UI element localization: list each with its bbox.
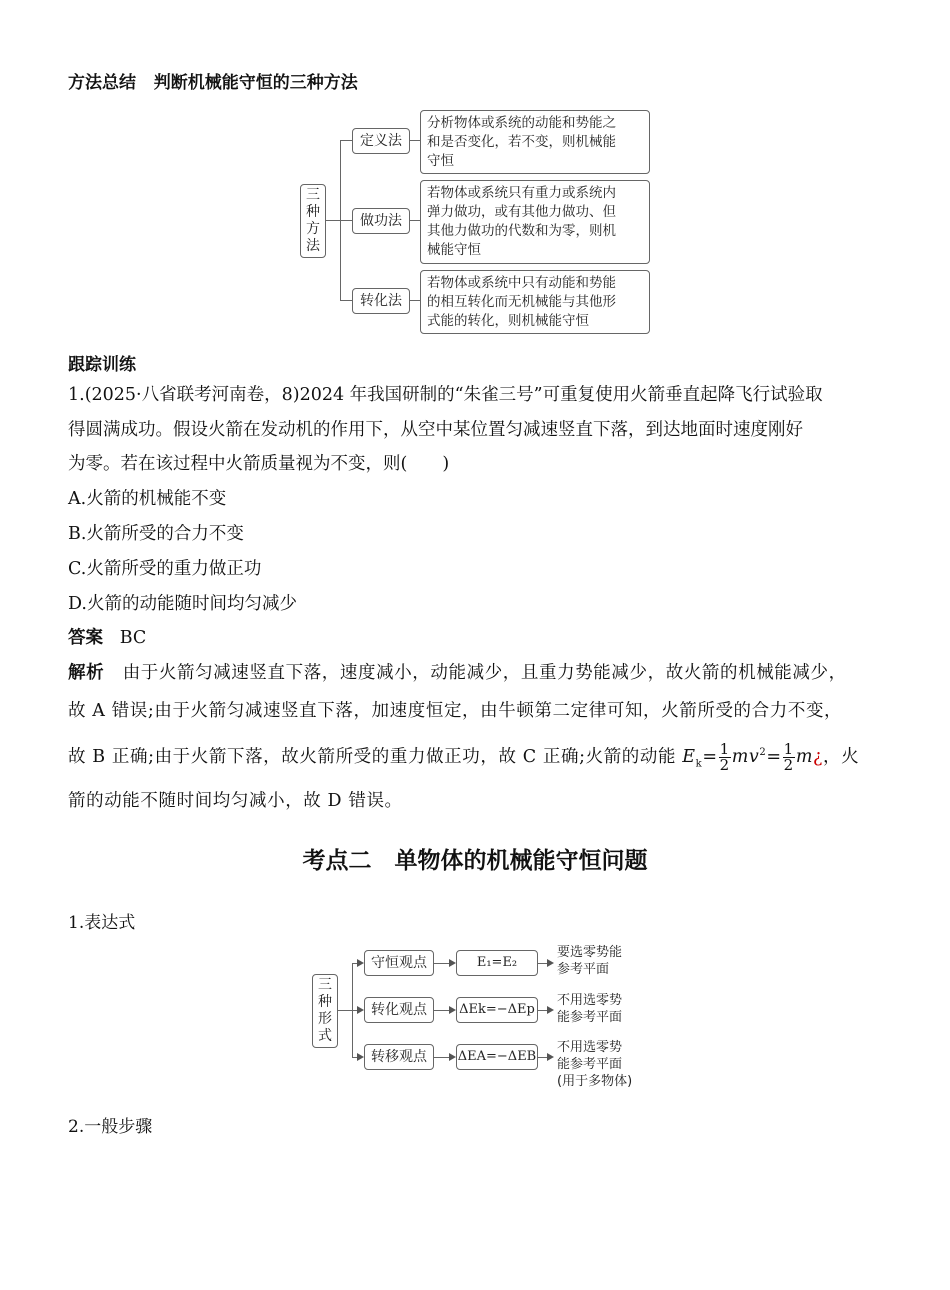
analysis-text: 由于火箭匀减速竖直下落，速度减小，动能减少，且重力势能减少，故火箭的机械能减少， xyxy=(122,663,847,683)
heading-text: 判断机械能守恒的三种方法 xyxy=(153,73,358,93)
formula-eq: = xyxy=(702,746,718,767)
connector xyxy=(410,140,420,141)
formula-m: m xyxy=(795,746,814,767)
note-conservation xyxy=(557,944,622,978)
arrow-icon xyxy=(547,1053,554,1061)
frac-num: 1 xyxy=(783,739,794,758)
desc-line: 若物体或系统只有重力或系统内 xyxy=(427,185,616,201)
connector xyxy=(434,1057,450,1058)
formula-text: E₁=E₂ xyxy=(476,955,518,970)
note-transfer xyxy=(557,1039,632,1090)
view-name: 守恒观点 xyxy=(371,955,427,971)
desc-box-definition xyxy=(420,110,650,174)
desc-line: 械能守恒 xyxy=(427,242,481,258)
note-line: (用于多物体) xyxy=(557,1074,633,1089)
formula-garbled: ¿ xyxy=(813,746,823,767)
fraction xyxy=(783,739,795,774)
desc-box-work xyxy=(420,180,650,264)
arrow-icon xyxy=(449,1053,456,1061)
desc-line: 式能的转化，则机械能守恒 xyxy=(427,313,589,329)
desc-line: 若物体或系统中只有动能和势能 xyxy=(427,275,616,291)
formula-text: ΔEk=−ΔEp xyxy=(459,1002,535,1017)
connector xyxy=(340,220,352,221)
method-name: 定义法 xyxy=(360,133,402,149)
formula-text: ΔEA=−ΔEB xyxy=(457,1049,537,1064)
formula-k: k xyxy=(695,758,703,770)
arrow-icon xyxy=(449,959,456,967)
note-line: 参考平面 xyxy=(557,962,610,977)
method-summary-heading xyxy=(68,68,358,93)
heading-label: 方法总结 xyxy=(68,73,136,93)
view-box-conservation xyxy=(364,950,434,976)
formula-eq: = xyxy=(766,746,782,767)
subheading-expression: 1.表达式 xyxy=(68,913,136,933)
note-line: 要选零势能 xyxy=(557,945,623,960)
three-forms-diagram xyxy=(312,940,652,1100)
formula-e: E xyxy=(682,746,696,767)
note-line: 不用选零势 xyxy=(557,1040,623,1055)
connector xyxy=(338,1010,352,1011)
note-conversion xyxy=(557,992,622,1026)
question-line: 得圆满成功。假设火箭在发动机的作用下，从空中某位置匀减速竖直下落，到达地面时速度刚好 xyxy=(68,420,803,440)
arrow-icon xyxy=(357,959,364,967)
analysis-line: 箭的动能不随时间均匀减小，故 D 错误。 xyxy=(68,791,403,811)
desc-line: 的相互转化而无机械能与其他形 xyxy=(427,294,616,310)
root-label: 三种形式 xyxy=(318,977,332,1044)
view-box-transfer xyxy=(364,1044,434,1070)
arrow-icon xyxy=(357,1006,364,1014)
arrow-icon xyxy=(547,959,554,967)
analysis-label: 解析 xyxy=(68,663,105,683)
option-c: C.火箭所受的重力做正功 xyxy=(68,559,262,579)
arrow-icon xyxy=(547,1006,554,1014)
arrow-icon xyxy=(357,1053,364,1061)
question-line: 1.(2025·八省联考河南卷，8)2024 年我国研制的“朱雀三号”可重复使用火箭垂直起降飞行试验取 xyxy=(68,385,823,405)
note-line: 不用选零势 xyxy=(557,993,623,1008)
note-line: 能参考平面 xyxy=(557,1057,623,1072)
analysis-line xyxy=(68,733,859,773)
frac-num: 1 xyxy=(719,739,730,758)
desc-box-conversion xyxy=(420,270,650,334)
method-name: 做功法 xyxy=(360,213,402,229)
option-a: A.火箭的机械能不变 xyxy=(68,489,227,509)
subheading-steps: 2.一般步骤 xyxy=(68,1117,153,1137)
question-line: 为零。若在该过程中火箭质量视为不变，则( ) xyxy=(68,454,450,474)
view-name: 转化观点 xyxy=(371,1002,427,1018)
formula-box-conversion xyxy=(456,997,538,1023)
method-box-definition xyxy=(352,128,410,154)
method-box-work xyxy=(352,208,410,234)
analysis-line xyxy=(68,659,847,684)
formula-sq: 2 xyxy=(759,747,767,758)
formula-box-transfer xyxy=(456,1044,538,1070)
desc-line: 和是否变化，若不变，则机械能 xyxy=(427,134,616,150)
connector xyxy=(340,140,352,141)
analysis-line: 故 A 错误;由于火箭匀减速竖直下落，加速度恒定，由牛顿第二定律可知，火箭所受的合力不变， xyxy=(68,701,843,721)
connector xyxy=(410,300,420,301)
fraction xyxy=(719,739,731,774)
connector xyxy=(434,1010,450,1011)
method-box-conversion xyxy=(352,288,410,314)
desc-line: 守恒 xyxy=(427,153,454,169)
arrow-icon xyxy=(449,1006,456,1014)
connector xyxy=(326,220,340,221)
view-name: 转移观点 xyxy=(371,1049,427,1065)
method-name: 转化法 xyxy=(360,293,402,309)
view-box-conversion xyxy=(364,997,434,1023)
root-label: 三种方法 xyxy=(306,187,320,254)
answer-label: 答案 xyxy=(68,628,103,648)
desc-line: 弹力做功，或有其他力做功、但 xyxy=(427,204,616,220)
analysis-text: 故 B 正确;由于火箭下落，故火箭所受的重力做正功，故 C 正确;火箭的动能 xyxy=(68,746,683,767)
root-box xyxy=(300,184,326,258)
frac-den: 2 xyxy=(783,755,794,774)
answer-value: BC xyxy=(119,628,147,648)
option-d: D.火箭的动能随时间均匀减少 xyxy=(68,594,297,614)
three-methods-diagram xyxy=(300,108,660,338)
formula-mv: mv xyxy=(731,746,760,767)
connector xyxy=(340,300,352,301)
note-line: 能参考平面 xyxy=(557,1010,623,1025)
connector xyxy=(410,220,420,221)
frac-den: 2 xyxy=(719,755,730,774)
formula-box-conservation xyxy=(456,950,538,976)
practice-heading: 跟踪训练 xyxy=(68,355,136,375)
section2-title: 考点二 单物体的机械能守恒问题 xyxy=(302,848,648,874)
root-box xyxy=(312,974,338,1048)
desc-line: 其他力做功的代数和为零，则机 xyxy=(427,223,616,239)
kinetic-energy-formula xyxy=(682,739,823,774)
analysis-text: ，火 xyxy=(823,746,860,767)
connector xyxy=(434,963,450,964)
answer-line xyxy=(68,624,146,649)
option-b: B.火箭所受的合力不变 xyxy=(68,524,244,544)
desc-line: 分析物体或系统的动能和势能之 xyxy=(427,115,616,131)
